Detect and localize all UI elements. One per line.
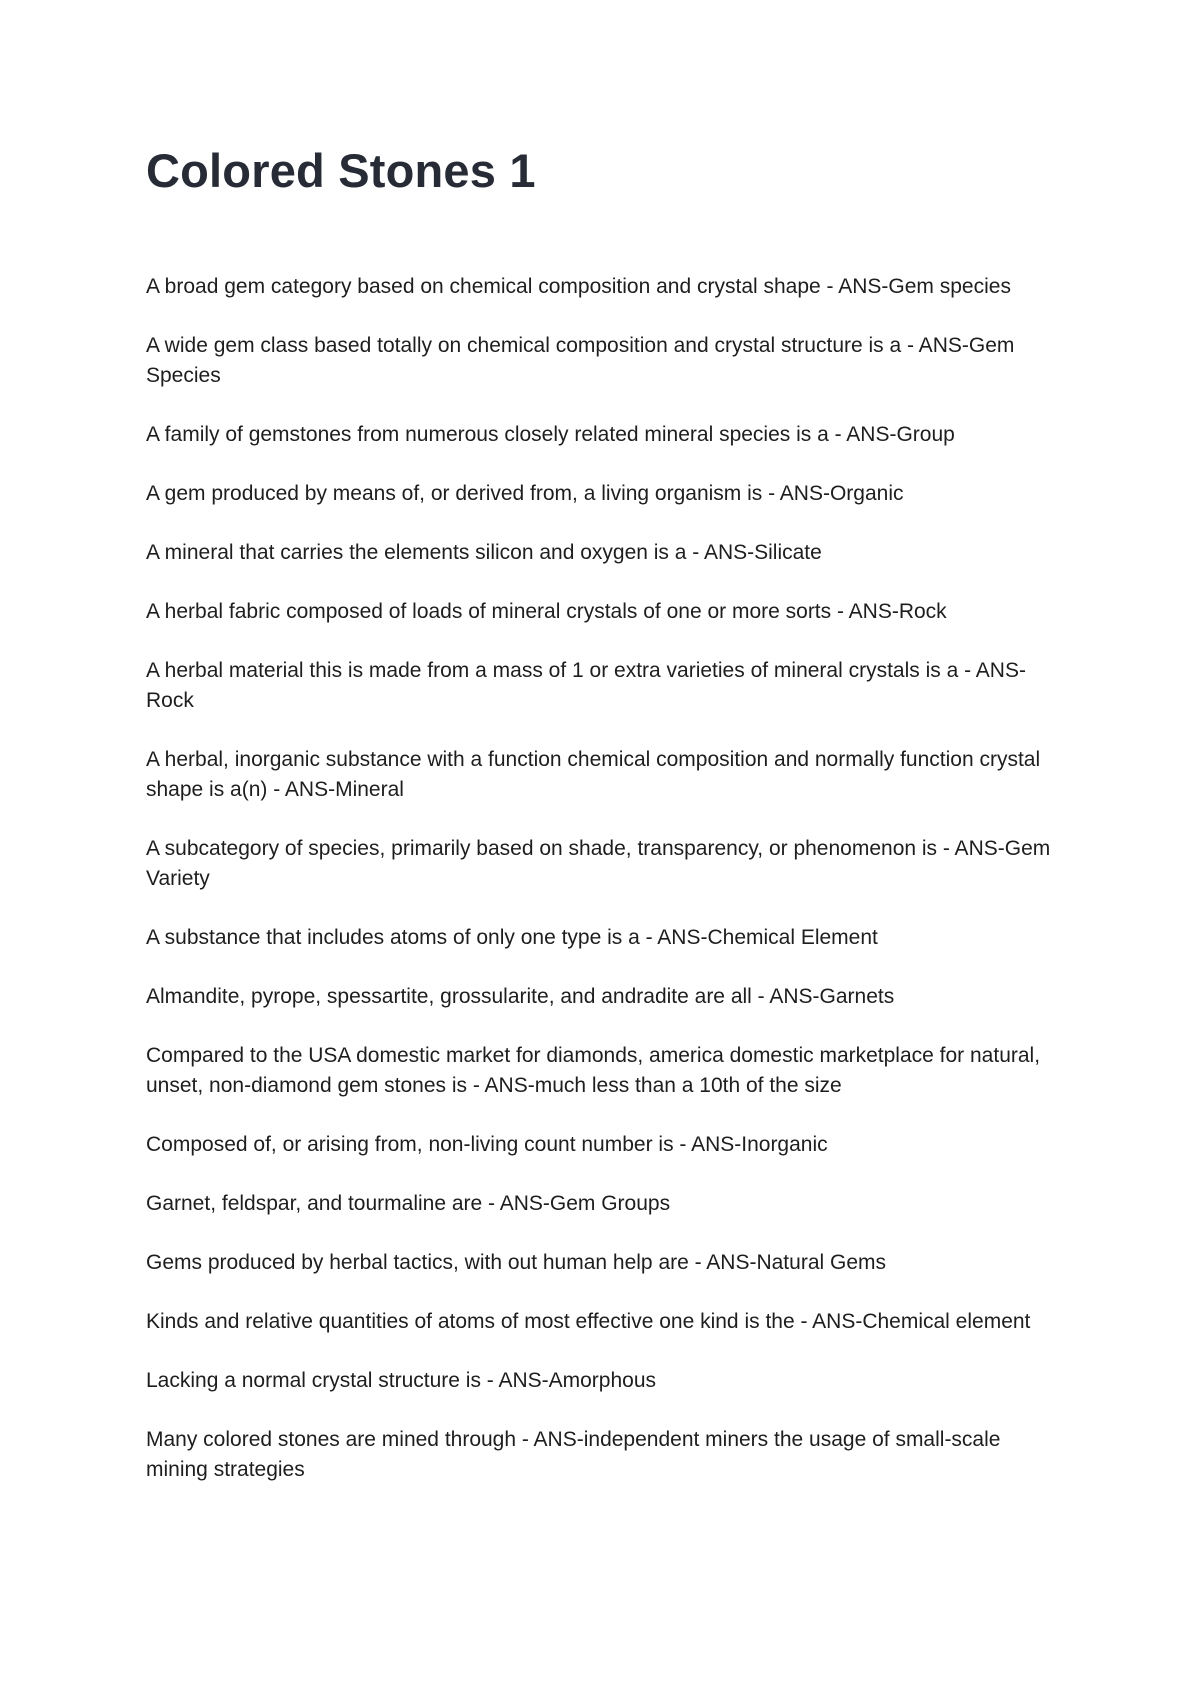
list-item: A mineral that carries the elements silicon and oxygen is a - ANS-Silicate — [146, 541, 822, 564]
list-item: Composed of, or arising from, non-living count number is - ANS-Inorganic — [146, 1133, 828, 1156]
list-item: Gems produced by herbal tactics, with out human help are - ANS-Natural Gems — [146, 1251, 887, 1274]
list-item: A subcategory of species, primarily based on shade, transparency, or phenomenon is - ANS-Gem Variety — [146, 837, 1051, 890]
list-item: Kinds and relative quantities of atoms of most effective one kind is the - ANS-Chemical element — [146, 1310, 1031, 1333]
list-item: A family of gemstones from numerous closely related mineral species is a - ANS-Group — [146, 423, 955, 446]
list-item: A wide gem class based totally on chemical composition and crystal structure is a - ANS-Gem Species — [146, 334, 1015, 387]
list-item: A herbal fabric composed of loads of mineral crystals of one or more sorts - ANS-Rock — [146, 600, 947, 623]
list-item: Almandite, pyrope, spessartite, grossularite, and andradite are all - ANS-Garnets — [146, 985, 895, 1008]
list-item: A broad gem category based on chemical composition and crystal shape - ANS-Gem species — [146, 275, 1011, 298]
list-item: A substance that includes atoms of only one type is a - ANS-Chemical Element — [146, 926, 878, 949]
list-item: Lacking a normal crystal structure is - ANS-Amorphous — [146, 1369, 657, 1392]
list-item: A herbal material this is made from a mass of 1 or extra varieties of mineral crystals is a - ANS-Rock — [146, 659, 1026, 712]
qa-list — [146, 272, 1066, 1514]
list-item: Many colored stones are mined through - ANS-independent miners the usage of small-scale mining strategies — [146, 1428, 1001, 1481]
list-item: A gem produced by means of, or derived from, a living organism is - ANS-Organic — [146, 482, 904, 505]
list-item: Garnet, feldspar, and tourmaline are - ANS-Gem Groups — [146, 1192, 671, 1215]
list-item: A herbal, inorganic substance with a function chemical composition and normally function crystal shape is a(n) - ANS-Mineral — [146, 748, 1041, 801]
list-item: Compared to the USA domestic market for diamonds, america domestic marketplace for natural, unset, non-diamond gem stones is - ANS-much less than a 10th of the size — [146, 1044, 1041, 1097]
page-title: Colored Stones 1 — [146, 144, 536, 197]
